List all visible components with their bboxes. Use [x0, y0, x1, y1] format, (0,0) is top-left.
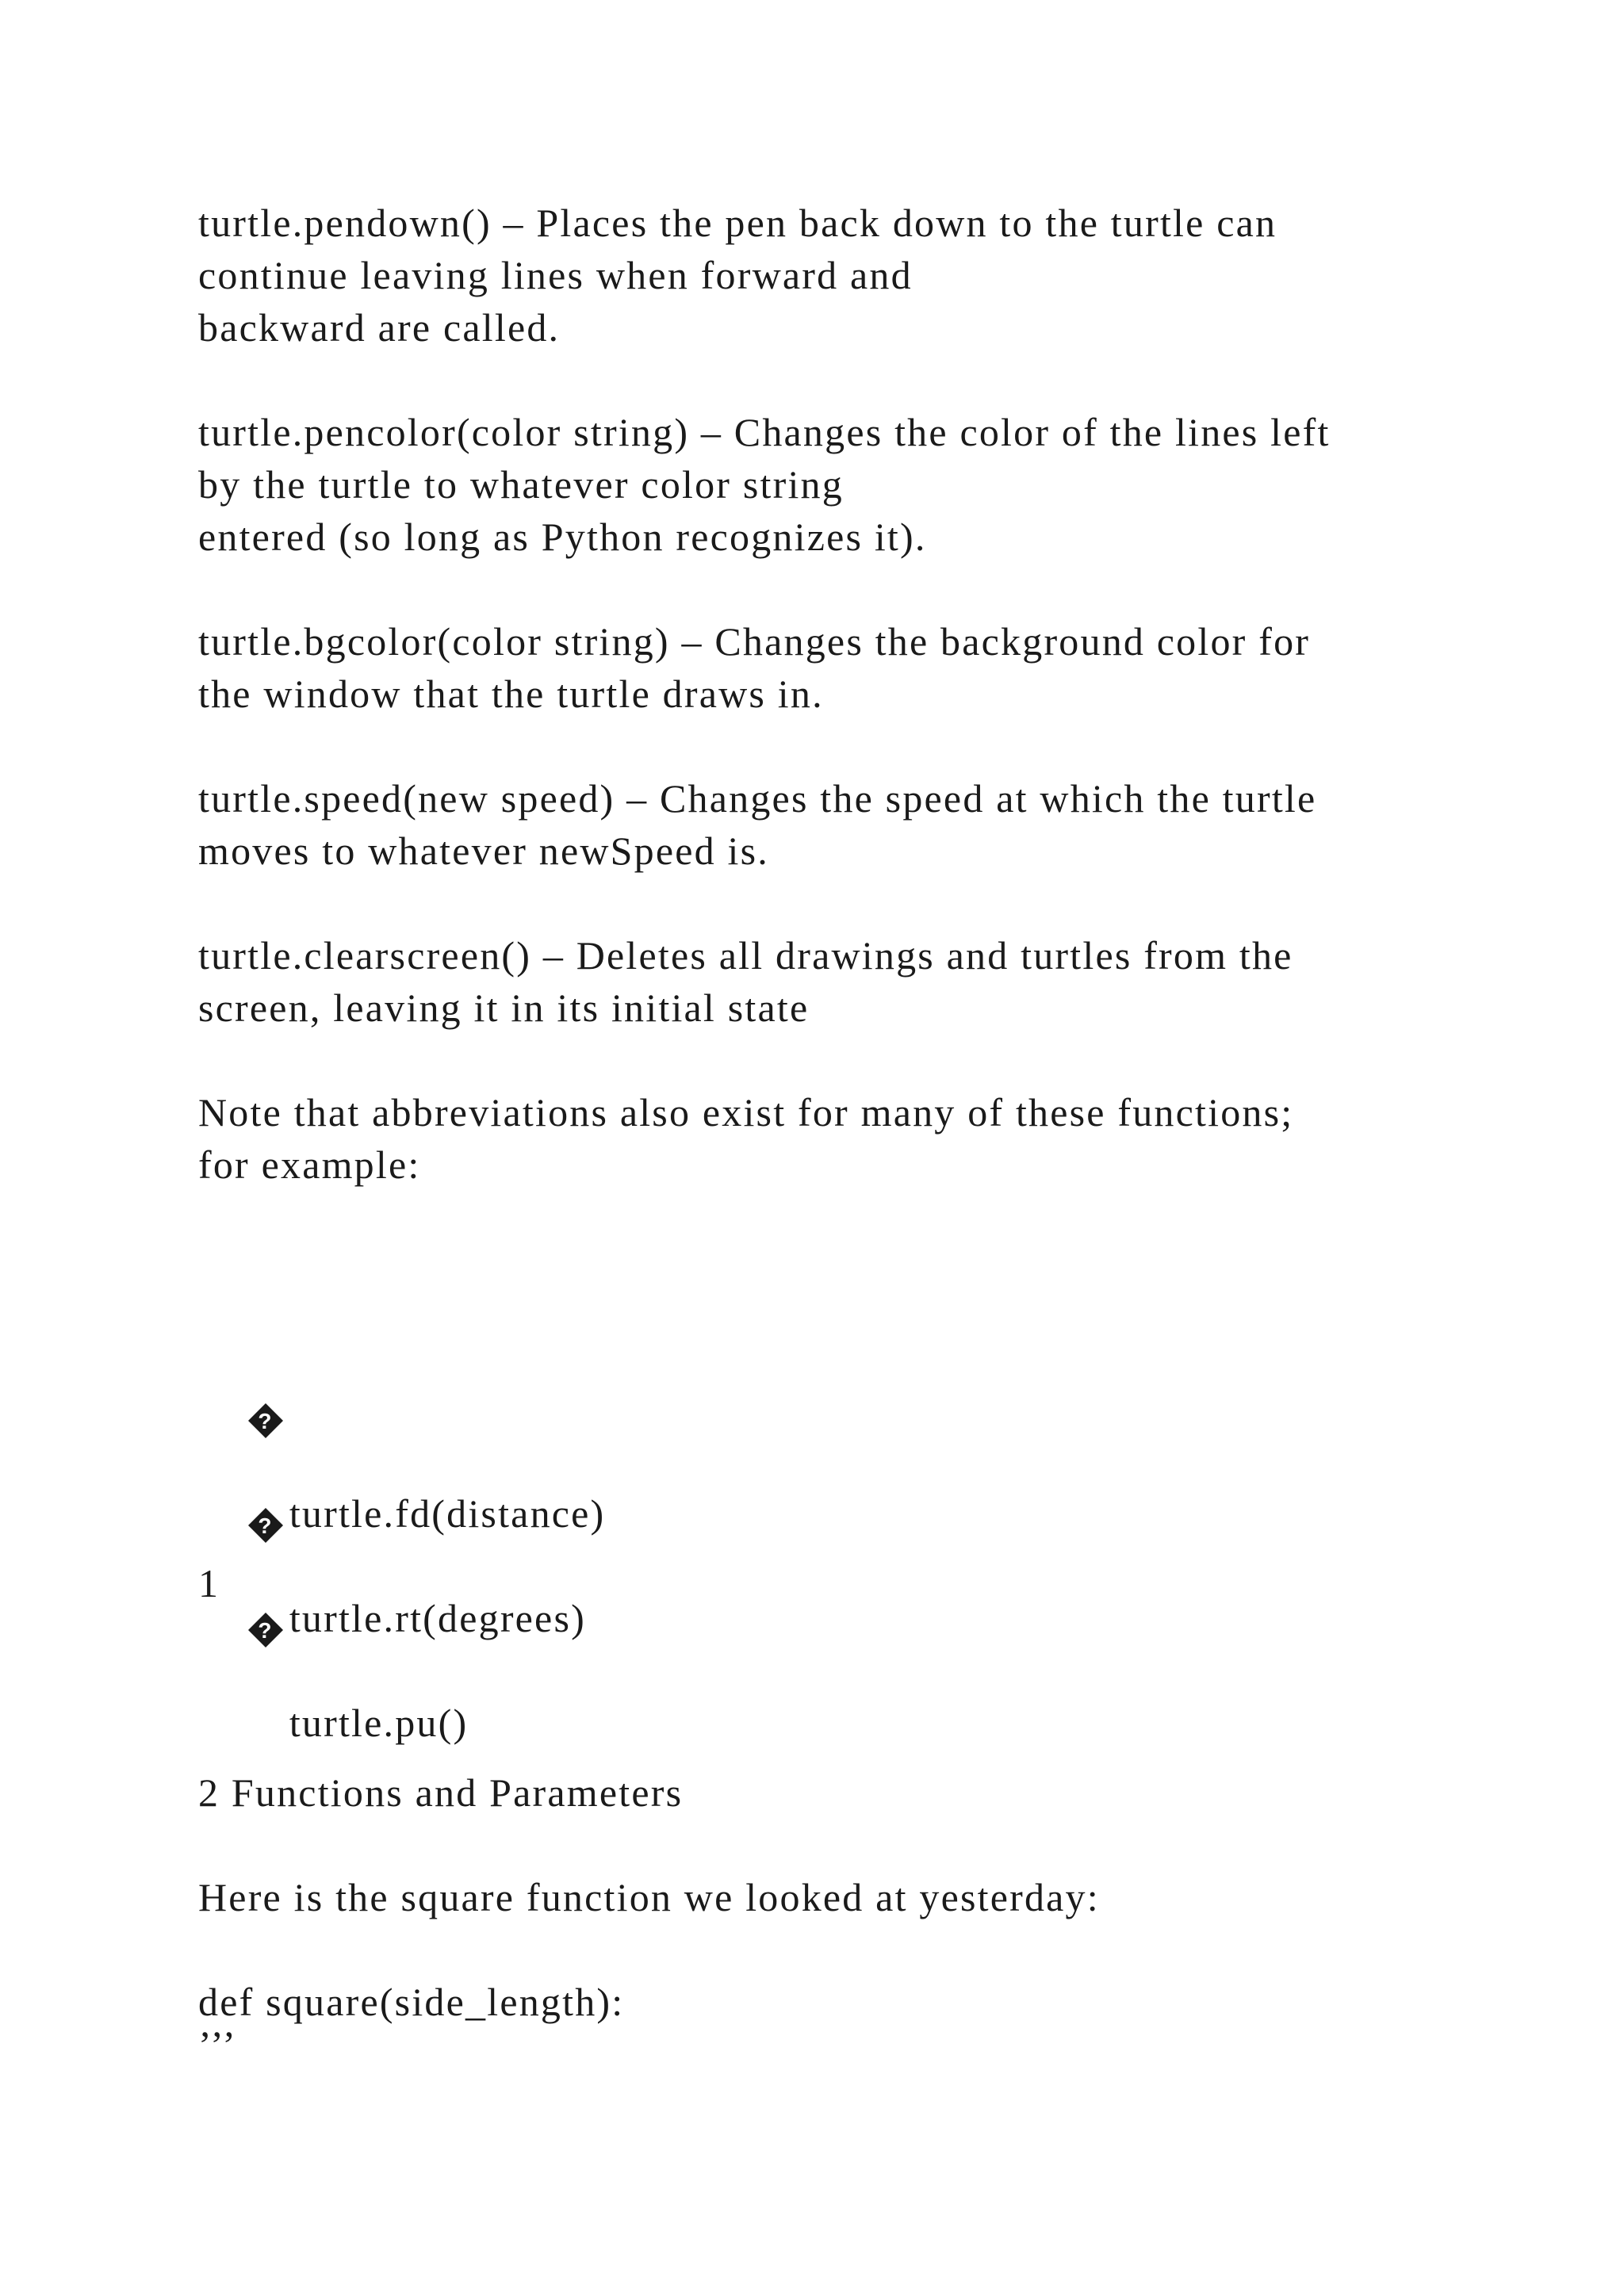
pendown-line-1: turtle.pendown() – Places the pen back down to the turtle can — [198, 201, 1277, 245]
svg-text:?: ? — [258, 1409, 274, 1433]
pencolor-line-2: by the turtle to whatever color string — [198, 462, 844, 507]
code-docstring-line: ’’’ — [198, 2022, 238, 2067]
clearscreen-line-1: turtle.clearscreen() – Deletes all drawings and turtles from the — [198, 933, 1293, 978]
pendown-line-3: backward are called. — [198, 305, 561, 350]
speed-line-1: turtle.speed(new speed) – Changes the speed at which the turtle — [198, 776, 1317, 821]
page-number: 1 — [198, 1561, 220, 1605]
code-def-line: def square(side_length): — [198, 1980, 625, 2024]
replacement-character-icon — [245, 1400, 286, 1538]
pendown-line-2: continue leaving lines when forward and — [198, 253, 913, 297]
bgcolor-line-1: turtle.bgcolor(color string) – Changes the background color for — [198, 619, 1311, 664]
abbreviation-fd-text: turtle.fd(distance) — [289, 1491, 606, 1536]
note-line-2: for example: — [198, 1142, 421, 1187]
abbreviation-rt-text: turtle.rt(degrees) — [289, 1596, 586, 1640]
abbreviation-pu — [198, 1452, 468, 1801]
section-heading: 2 Functions and Parameters — [198, 1770, 684, 1815]
pencolor-line-1: turtle.pencolor(color string) – Changes the color of the lines left — [198, 410, 1331, 454]
replacement-character-icon — [245, 1505, 286, 1643]
bgcolor-line-2: the window that the turtle draws in. — [198, 672, 824, 716]
intro-paragraph: Here is the square function we looked at yesterday: — [198, 1875, 1100, 1919]
pencolor-line-3: entered (so long as Python recognizes it). — [198, 515, 927, 559]
note-line-1: Note that abbreviations also exist for many of these functions; — [198, 1090, 1294, 1135]
speed-line-2: moves to whatever newSpeed is. — [198, 828, 770, 873]
clearscreen-line-2: screen, leaving it in its initial state — [198, 985, 810, 1030]
svg-text:?: ? — [258, 1513, 274, 1538]
abbreviation-pu-text: turtle.pu() — [289, 1701, 469, 1745]
svg-text:?: ? — [258, 1618, 274, 1643]
replacement-character-icon — [245, 1295, 286, 1433]
